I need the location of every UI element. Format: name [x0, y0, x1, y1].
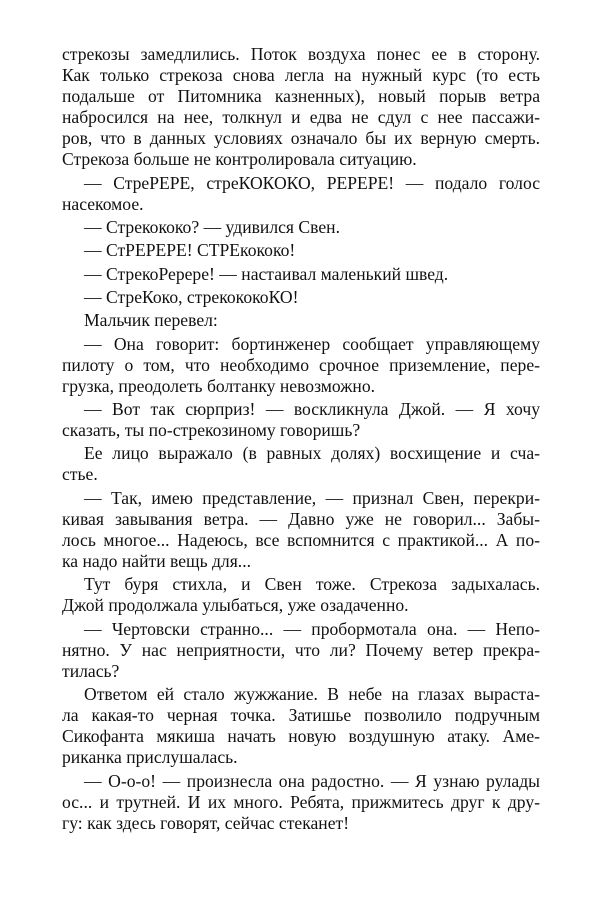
text-line: стье.	[62, 464, 98, 485]
paragraph-7	[62, 310, 540, 331]
paragraph-12	[62, 574, 540, 616]
text-line: сказать, ты по-стрекозиному говоришь?	[62, 420, 361, 441]
text-line: ров, что в данных условиях означало бы их верную смерть.	[62, 128, 540, 149]
text-line: Ее лицо выражало (в равных долях) восхищение и сча-	[84, 443, 540, 464]
text-line: — СтреКоко, стрекококоКО!	[84, 286, 299, 307]
paragraph-11	[62, 488, 540, 572]
paragraph-6	[62, 287, 540, 308]
text-line: Ответом ей стало жужжание. В небе на глазах выраста-	[84, 684, 540, 705]
text-line: — СтрекоРерере! — настаивал маленький швед.	[84, 263, 449, 284]
text-line: Как только стрекоза снова легла на нужный курс (то есть	[62, 65, 540, 86]
text-line: риканка прислушалась.	[62, 747, 238, 768]
book-page	[62, 44, 540, 836]
text-line: лось многое... Надеюсь, все вспомнится с практикой... А по-	[62, 529, 540, 550]
paragraph-2	[62, 173, 540, 215]
paragraph-5	[62, 264, 540, 285]
paragraph-3	[62, 217, 540, 238]
text-line: Мальчик перевел:	[84, 310, 218, 331]
text-line: Тут буря стихла, и Свен тоже. Стрекоза задыхалась.	[84, 574, 540, 595]
text-line: ос... и трутней. И их много. Ребята, прижмитесь друг к дру-	[62, 791, 540, 812]
text-line: — Стрекококо? — удивился Свен.	[84, 217, 340, 238]
text-line: гу: как здесь говорят, сейчас стеканет!	[62, 812, 350, 833]
paragraph-10	[62, 443, 540, 485]
paragraph-15	[62, 771, 540, 834]
text-line: Стрекоза больше не контролировала ситуацию.	[62, 149, 417, 170]
text-line: тилась?	[62, 660, 120, 681]
paragraph-8	[62, 334, 540, 397]
text-line: — Она говорит: бортинженер сообщает управляющему	[84, 333, 540, 354]
paragraph-14	[62, 684, 540, 768]
text-line: ла какая-то черная точка. Затишье позволило подручным	[62, 705, 540, 726]
text-line: ка надо найти вещь для...	[62, 551, 252, 572]
text-line: — О-о-о! — произнесла она радостно. — Я узнаю рулады	[84, 770, 540, 791]
text-line: набросился на нее, толкнул и едва не сдул с нее пассажи-	[62, 107, 540, 128]
text-line: подальше от Питомника казненных), новый порыв ветра	[62, 86, 540, 107]
paragraph-9	[62, 399, 540, 441]
text-line: пилоту о том, что необходимо срочное приземление, пере-	[62, 354, 540, 375]
text-line: — СтреРЕРЕ, стреКОКОКО, РЕРЕРЕ! — подало голос	[84, 172, 540, 193]
text-line: — Так, имею представление, — признал Свен, перекри-	[84, 487, 540, 508]
paragraph-4	[62, 240, 540, 261]
text-line: — Вот так сюрприз! — воскликнула Джой. — Я хочу	[84, 399, 540, 419]
text-line: стрекозы замедлились. Поток воздуха понес ее в сторону.	[62, 44, 540, 64]
text-line: грузка, преодолеть болтанку невозможно.	[62, 375, 376, 396]
text-line: кивая завывания ветра. — Давно уже не говорил... Забы-	[62, 508, 540, 529]
text-line: — СтРЕРЕРЕ! СТРЕкококо!	[84, 240, 296, 261]
text-line: нятно. У нас неприятности, что ли? Почему ветер прекра-	[62, 639, 540, 660]
text-line: Сикофанта мякиша начать новую воздушную атаку. Аме-	[62, 726, 540, 747]
paragraph-1	[62, 44, 540, 171]
paragraph-13	[62, 619, 540, 682]
text-line: — Чертовски странно... — пробормотала она. — Непо-	[84, 618, 540, 639]
text-line: насекомое.	[62, 193, 144, 214]
text-line: Джой продолжала улыбаться, уже озадаченно.	[62, 595, 409, 616]
